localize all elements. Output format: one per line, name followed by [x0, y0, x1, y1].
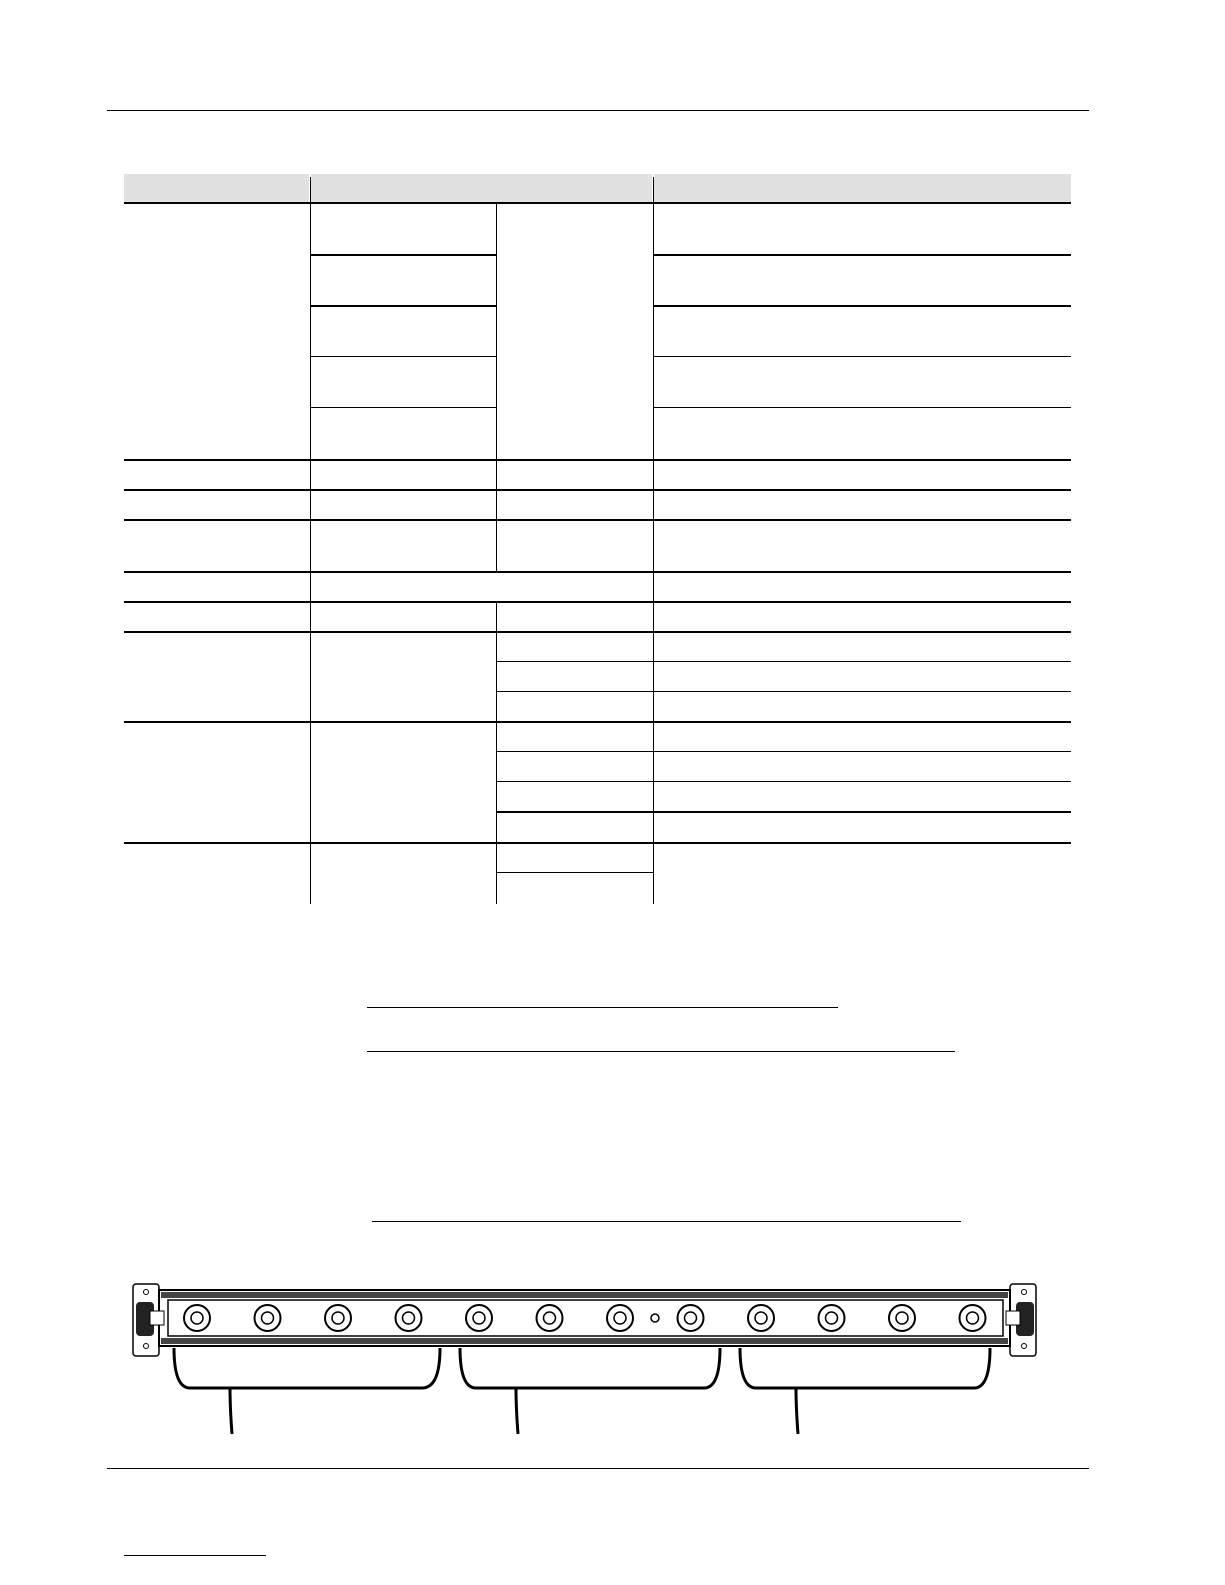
- table-row: [496, 751, 1071, 752]
- table-row: [653, 305, 1071, 307]
- table-row: [496, 872, 653, 873]
- footer-link-underline[interactable]: [124, 1555, 266, 1556]
- table-row: [496, 661, 1071, 662]
- table-row: [124, 601, 1071, 603]
- led-lens-inner: [403, 1312, 415, 1324]
- led-lens-inner: [262, 1312, 274, 1324]
- table-row: [653, 356, 1071, 357]
- table-row: [310, 305, 496, 307]
- link-underline-2[interactable]: [367, 1051, 955, 1052]
- link-underline-3[interactable]: [372, 1221, 961, 1222]
- led-lens-inner: [191, 1312, 203, 1324]
- led-lens-inner: [473, 1312, 485, 1324]
- table-row: [653, 254, 1071, 256]
- led-lens-inner: [614, 1312, 626, 1324]
- table-row: [124, 459, 1071, 461]
- table-header-cell-3: [654, 174, 1071, 202]
- zone-brace-2: [460, 1348, 720, 1434]
- led-lens-inner: [896, 1312, 908, 1324]
- top-rule: [107, 110, 1089, 111]
- table-row: [124, 571, 1071, 573]
- spec-table: [124, 174, 1071, 904]
- led-lens-inner: [544, 1312, 556, 1324]
- table-header-cell-2: [311, 174, 652, 202]
- led-lens-inner: [826, 1312, 838, 1324]
- fixture-drawing: [130, 1278, 1040, 1438]
- table-row: [124, 631, 1071, 633]
- sensor-icon: [651, 1314, 659, 1322]
- link-underline-1[interactable]: [367, 1007, 838, 1008]
- table-row: [124, 519, 1071, 521]
- led-lens-inner: [685, 1312, 697, 1324]
- table-row: [310, 254, 496, 256]
- led-lens-inner: [755, 1312, 767, 1324]
- table-row: [124, 842, 1071, 844]
- table-header-cell-1: [124, 174, 309, 202]
- table-row: [124, 721, 1071, 723]
- led-lens-inner: [332, 1312, 344, 1324]
- table-row: [124, 202, 1071, 204]
- table-row: [124, 489, 1071, 491]
- led-lens-inner: [967, 1312, 979, 1324]
- bottom-rule: [107, 1468, 1089, 1469]
- table-row: [310, 356, 496, 357]
- table-row: [496, 811, 1071, 813]
- table-row: [653, 407, 1071, 408]
- table-row: [496, 691, 1071, 692]
- zone-brace-3: [740, 1348, 990, 1434]
- table-row: [496, 781, 1071, 782]
- zone-brace-1: [174, 1348, 440, 1434]
- table-row: [310, 407, 496, 408]
